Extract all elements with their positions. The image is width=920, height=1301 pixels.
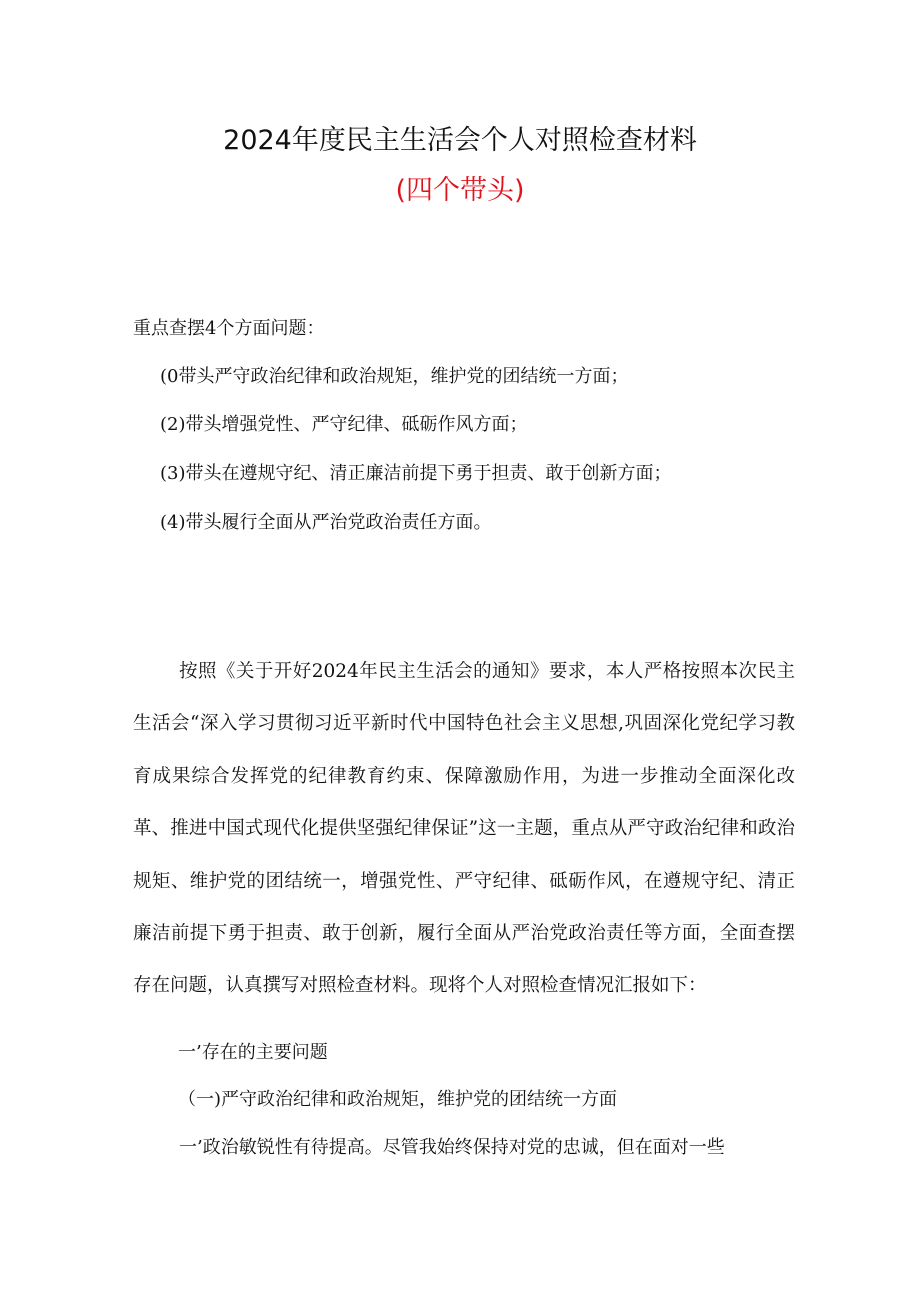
document-title: 2024年度民主生活会个人对照检查材料	[223, 125, 697, 156]
document-subtitle: (四个带头)	[395, 175, 525, 206]
body-line: 一’政治敏锐性有待提高。尽管我始终保持对党的忠诚，但在面对一些	[179, 1137, 725, 1158]
subsection-heading: （一)严守政治纪律和政治规矩，维护党的团结统一方面	[178, 1089, 618, 1110]
section-heading: 一’存在的主要问题	[178, 1042, 328, 1063]
list-item: (2)带头增强党性、严守纪律、砥砺作风方面；	[160, 414, 528, 435]
list-item: (4)带头履行全面从严治党政治责任方面。	[160, 512, 492, 533]
body-paragraph: 按照《关于开好2024年民主生活会的通知》要求，本人严格按照本次民主生活会“深入学习贯彻习近平新时代中国特色社会主义思想,巩固深化党纪学习教育成果综合发挥党的纪律教育约束、保障激励作用，为进一步推动全面深化改革、推进中国式现代化提供坚强纪律保证”这一主题，重点从严守政治纪律和政治规矩、维护党的团结统一，增强党性、严守纪律、砥砺作风，在遵规守纪、清正廉洁前提下勇于担责、敢于创新，履行全面从严治党政治责任等方面，全面查摆存在问题，认真撰写对照检查材料。现将个人对照检查情况汇报如下：	[133, 661, 795, 997]
intro-line: 重点查摆4个方面问题：	[133, 318, 325, 339]
list-item: (3)带头在遵规守纪、清正廉洁前提下勇于担责、敢于创新方面；	[160, 463, 672, 484]
list-item: (0带头严守政治纪律和政治规矩，维护党的团结统一方面；	[160, 366, 629, 387]
